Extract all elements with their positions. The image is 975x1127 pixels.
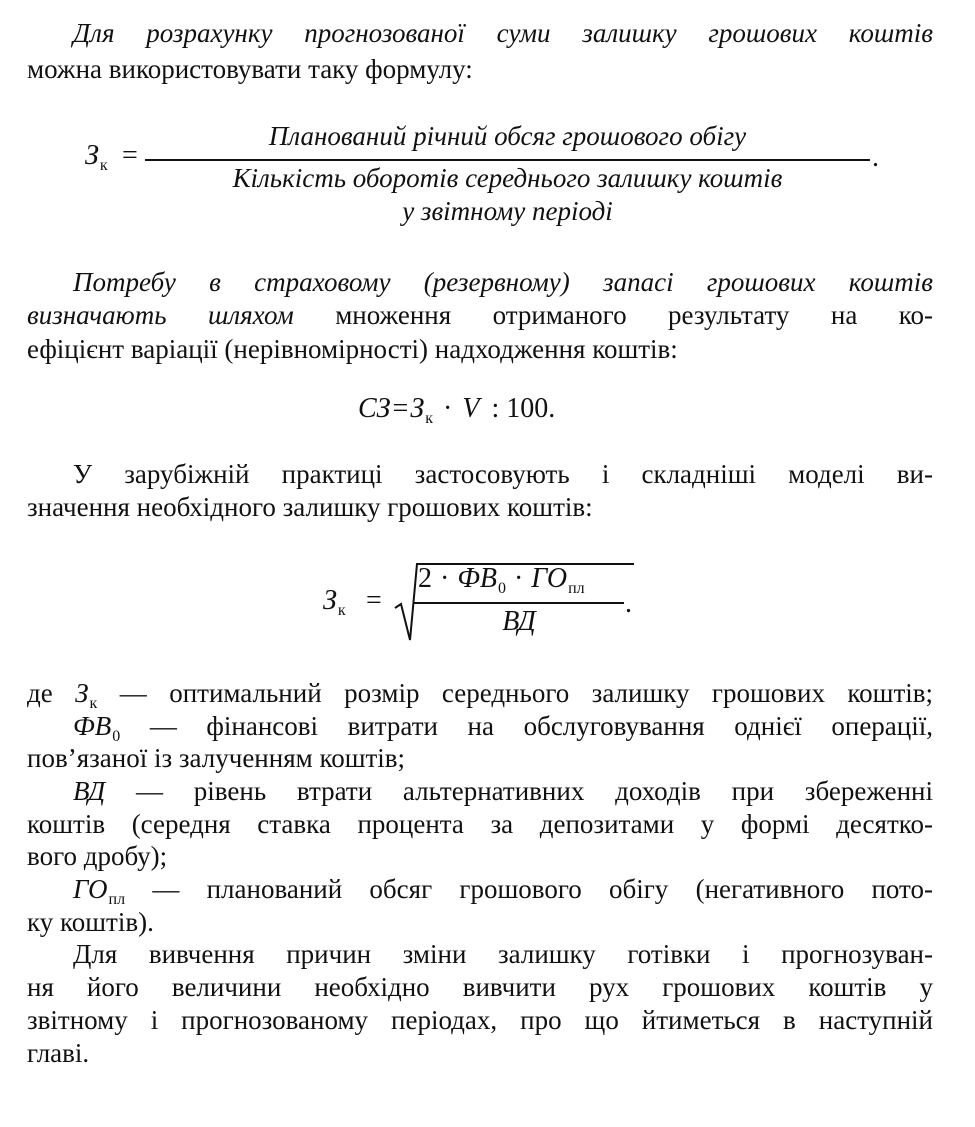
formula2: $СЗ=З_к \cdot V$ : 100. — [358, 393, 556, 427]
formula1-lhs: $З_к$ — [85, 140, 108, 174]
formula1-equals: = — [122, 140, 138, 171]
para4-line2: ня його величини необхідно вивчити рух грошових коштів у — [27, 972, 933, 1002]
para3-line2: значення необхідного залишку грошових коштів: — [27, 492, 593, 522]
def-go-line2: ку коштів). — [27, 907, 154, 937]
para4-line3: звітному і прогнозованому періодах, про що йтиметься в наступній — [27, 1005, 933, 1035]
formula1-numerator: Планований річний обсяг грошового обігу — [268, 121, 747, 151]
formula3-denominator: ВД — [502, 606, 536, 637]
formula1-fraction-bar — [145, 159, 870, 161]
para2-line2-rest: множення отриманого результату на ко- — [335, 300, 934, 330]
def-fv0-line2: пов’язаної із залученням коштів; — [27, 743, 406, 773]
def-vd: ВД — рівень втрати альтернативних доходів при збереженні — [73, 776, 934, 806]
formula1-denominator-line2: у звітному періоді — [402, 196, 613, 226]
para2-line1: Потребу в страховому (резервному) запасі грошових коштів — [73, 267, 933, 297]
para1-line2: можна використовувати таку формулу: — [27, 54, 473, 84]
para2-italic-phrase: визначають шляхом — [27, 300, 294, 330]
formula3-period: . — [625, 588, 632, 619]
formula1-period: . — [872, 142, 879, 173]
def-fv0: $ФВ_0$ — фінансові витрати на обслуговування однієї операції, — [73, 711, 933, 745]
def-go: $ГО_{пл}$ — планований обсяг грошового обігу (негативного пото- — [73, 874, 933, 908]
para2-line3: ефіцієнт варіації (нерівномірності) надходження коштів: — [27, 334, 678, 364]
para4-line1: Для вивчення причин зміни залишку готівки і прогнозуван- — [73, 939, 933, 969]
para4-line4: главі. — [27, 1038, 90, 1068]
def-zk: де $З_к$ — оптимальний розмір середнього залишку грошових коштів; — [27, 678, 934, 712]
def-vd-line3: вого дробу); — [27, 841, 168, 871]
def-vd-line2: коштів (середня ставка процента за депозитами у формі десятко- — [27, 809, 933, 839]
para2-line2 — [27, 298, 933, 332]
para1-line1: Для розрахунку прогнозованої суми залишку грошових коштів — [73, 18, 933, 48]
formula3-lhs: $З_к$ — [323, 585, 346, 619]
formula1-denominator-line1: Кількість оборотів середнього залишку коштів — [232, 163, 783, 193]
formula3-numerator: $2 \cdot ФВ_0 \cdot ГО_{пл}$ — [418, 563, 585, 597]
formula3-fraction-bar — [414, 602, 624, 604]
para3-line1: У зарубіжній практиці застосовують і складніші моделі ви- — [73, 459, 933, 489]
formula3-equals: = — [366, 585, 382, 616]
